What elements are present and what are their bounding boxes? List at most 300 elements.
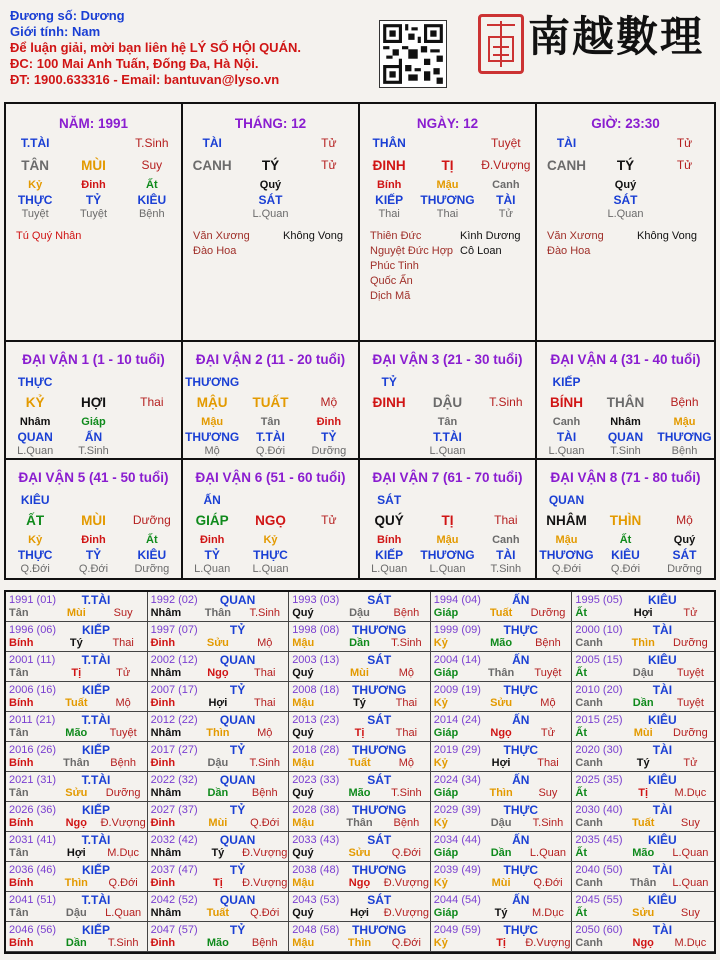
year-branch: Tý [494, 907, 508, 919]
year-stage: Tử [683, 757, 698, 769]
year-stem: Ất [575, 907, 587, 919]
year-branch: Dần [65, 937, 87, 949]
year-stage: Bệnh [251, 787, 278, 799]
year-cell[interactable] [572, 862, 714, 892]
dai-van-god-row [537, 375, 714, 389]
year-label: 1992 (02) [150, 594, 198, 606]
dai-van-title: ĐẠI VẬN 4 (31 - 40 tuổi) [550, 352, 701, 367]
dai-van-hidden-stem [300, 534, 358, 546]
dai-van-hidden-stem: Đinh [81, 534, 106, 546]
pillar-hidden-god [655, 193, 714, 207]
year-cell[interactable] [431, 592, 573, 622]
year-detail-row [572, 787, 714, 799]
year-cell[interactable] [431, 802, 573, 832]
year-stem: Bính [9, 877, 34, 889]
pillar-hidden-god: KIÊU [137, 193, 167, 207]
year-cell[interactable] [6, 682, 148, 712]
year-label: 1995 (05) [575, 594, 623, 606]
year-label: 2028 (38) [292, 804, 340, 816]
pillar-god: TÀI [556, 136, 577, 150]
year-cell[interactable] [6, 742, 148, 772]
year-branch: Thìn [489, 787, 513, 799]
dai-van-hidden-god: TỶ [85, 548, 102, 562]
year-stem: Giáp [433, 607, 459, 619]
year-stage: Suy [113, 607, 133, 619]
year-label: 2014 (24) [433, 714, 481, 726]
year-detail-row [572, 637, 714, 649]
year-cell[interactable] [431, 622, 573, 652]
year-stage: Q.Đới [391, 847, 421, 859]
year-detail-row [431, 757, 572, 769]
year-stem: Kỷ [433, 937, 448, 949]
dai-van-empty [64, 375, 122, 389]
year-cell[interactable] [289, 682, 431, 712]
year-cell[interactable] [431, 892, 573, 922]
dai-van-hidden-god [477, 430, 535, 444]
dai-van-branch: NGỌ [255, 513, 286, 528]
year-god: THƯƠNG [352, 803, 407, 817]
year-stage: Bệnh [393, 817, 420, 829]
year-stem: Ất [575, 727, 587, 739]
year-branch: Tuất [65, 697, 88, 709]
year-stage: M.Dục [532, 907, 564, 919]
year-label: 2035 (45) [575, 834, 623, 846]
year-cell[interactable] [148, 802, 290, 832]
year-branch: Dậu [65, 907, 87, 919]
dai-van-hidden-stem-row [360, 534, 535, 546]
dai-van-hidden-god: TÀI [496, 548, 516, 562]
year-cell[interactable] [148, 772, 290, 802]
year-cell[interactable] [6, 652, 148, 682]
dai-van-hidden-stem [477, 416, 535, 428]
year-god: T.TÀI [81, 593, 111, 607]
year-cell[interactable] [289, 892, 431, 922]
year-god: KIẾP [81, 863, 110, 877]
dai-van-hidden-stage [360, 445, 418, 457]
dai-van-empty [418, 493, 476, 507]
year-label: 2039 (49) [433, 864, 481, 876]
pillar-stars [193, 229, 250, 259]
year-cell[interactable] [431, 922, 573, 952]
year-detail-row [572, 937, 714, 949]
dai-van-hidden-god: THƯƠNG [185, 430, 240, 444]
year-label: 2018 (28) [292, 744, 340, 756]
year-stage: Bệnh [251, 937, 278, 949]
year-branch: Dậu [490, 817, 512, 829]
dai-van-hidden-god: SÁT [672, 548, 697, 562]
year-god: T.TÀI [81, 773, 111, 787]
year-detail-row [6, 937, 147, 949]
pillar-ganzhi: ĐINH [372, 158, 406, 173]
year-stem: Canh [575, 877, 603, 889]
year-label: 2047 (57) [150, 924, 198, 936]
year-cell[interactable] [148, 682, 290, 712]
dai-van-hidden-stem-row [537, 534, 714, 546]
year-label: 2022 (32) [150, 774, 198, 786]
year-detail-row [572, 667, 714, 679]
dai-van-hidden-stem: Mậu [673, 416, 696, 428]
year-cell[interactable] [289, 832, 431, 862]
year-god: SÁT [367, 833, 392, 847]
dai-van-row-1 [4, 342, 716, 460]
year-stem: Mậu [292, 757, 315, 769]
year-stem: Quý [292, 727, 314, 739]
year-stage: Q.Đới [391, 937, 421, 949]
dai-van-empty [477, 493, 535, 507]
dai-van-empty [655, 493, 714, 507]
year-cell[interactable] [572, 922, 714, 952]
year-stem: Kỷ [433, 637, 448, 649]
year-branch: Tuất [348, 757, 371, 769]
year-branch: Hợi [350, 907, 369, 919]
dai-van-ganzhi-row [183, 513, 358, 528]
year-stage: Q.Đới [533, 877, 563, 889]
year-label: 2031 (41) [9, 834, 57, 846]
year-cell[interactable] [6, 712, 148, 742]
dai-van-god: QUAN [548, 493, 585, 507]
dai-van-hidden-stem [360, 416, 418, 428]
year-branch: Mão [632, 847, 655, 859]
year-cell[interactable] [148, 832, 290, 862]
year-cell[interactable] [148, 712, 290, 742]
year-stem: Đinh [150, 817, 176, 829]
year-stem: Giáp [433, 847, 459, 859]
year-cell[interactable] [6, 772, 148, 802]
dai-van-stem: BÍNH [550, 395, 583, 410]
pillar-hidden-stem-row [537, 179, 714, 191]
pillar-hidden-god-row [537, 193, 714, 207]
year-cell[interactable] [572, 712, 714, 742]
dai-van-title: ĐẠI VẬN 6 (51 - 60 tuổi) [195, 470, 346, 485]
year-god: TỶ [229, 803, 246, 817]
year-cell[interactable] [289, 772, 431, 802]
dai-van-empty [241, 375, 299, 389]
year-cell[interactable] [572, 622, 714, 652]
dai-van-hidden-stem-row [183, 534, 358, 546]
year-god: KIẾP [81, 803, 110, 817]
dai-van-hidden-god: TỶ [204, 548, 220, 562]
year-stage: Bệnh [535, 637, 561, 649]
phone-email[interactable]: ĐT: 1900.633316 - Email: bantuvan@lyso.vn [10, 72, 280, 87]
pillar-hidden-stem: Bính [376, 179, 402, 191]
dai-van-hidden-stage: Q.Đới [78, 563, 109, 575]
year-stage: Tuyệt [676, 667, 704, 679]
year-label: 2021 (31) [9, 774, 57, 786]
pillar-stars [547, 229, 604, 259]
dai-van-branch: THÂN [606, 395, 645, 410]
year-cell[interactable] [431, 832, 573, 862]
year-stem: Quý [292, 607, 314, 619]
year-branch: Tý [211, 847, 225, 859]
dai-van-hidden-god-row [360, 430, 535, 444]
year-cell[interactable] [148, 892, 290, 922]
pillar-stage: Thai [436, 208, 459, 220]
year-cell[interactable] [289, 652, 431, 682]
year-cell[interactable] [572, 772, 714, 802]
year-branch: Tị [496, 937, 506, 949]
dai-van-stem: QUÝ [374, 513, 404, 528]
year-cell[interactable] [431, 742, 573, 772]
year-label: 2003 (13) [292, 654, 340, 666]
dai-van-cell [183, 342, 360, 458]
dai-van-hidden-stem: Nhâm [610, 416, 641, 428]
year-god: TÀI [652, 623, 673, 637]
year-god: ẤN [512, 833, 530, 847]
year-branch: Tị [71, 667, 82, 679]
year-branch: Tị [638, 787, 649, 799]
dai-van-hidden-god: TỶ [321, 430, 337, 444]
year-god: TỶ [229, 623, 246, 637]
dai-van-hidden-stem: Mậu [201, 416, 224, 428]
year-cell[interactable] [431, 772, 573, 802]
year-cell[interactable] [289, 922, 431, 952]
year-stem: Bính [9, 757, 34, 769]
dai-van-god: TỶ [381, 375, 397, 389]
year-stage: M.Dục [674, 937, 707, 949]
year-cell[interactable] [148, 922, 290, 952]
year-detail-row [572, 757, 714, 769]
year-detail-row [6, 637, 147, 649]
dai-van-cell [537, 342, 714, 458]
year-detail-row [6, 697, 147, 709]
year-cell[interactable] [6, 892, 148, 922]
pillar-hidden-god: THỰC [17, 193, 53, 207]
qr-code-icon[interactable] [379, 20, 447, 88]
pillar-title: NĂM: 1991 [58, 116, 129, 131]
dai-van-empty [64, 493, 122, 507]
dai-van-hidden-god-row [360, 548, 535, 562]
year-cell[interactable] [6, 802, 148, 832]
star-name: Kình Dương [460, 230, 521, 242]
pillar-god: Tử [676, 136, 693, 150]
dai-van-hidden-god: THỰC [253, 548, 288, 562]
year-cell[interactable] [289, 742, 431, 772]
year-cell[interactable] [148, 592, 290, 622]
year-branch: Tuất [489, 607, 513, 619]
year-label: 2040 (50) [575, 864, 623, 876]
year-label: 1991 (01) [9, 594, 57, 606]
year-stage: L.Quan [672, 847, 709, 859]
year-detail-row [289, 787, 430, 799]
year-god: KIẾP [81, 683, 110, 697]
year-detail-row [572, 697, 714, 709]
year-cell[interactable] [572, 892, 714, 922]
year-label: 2019 (29) [433, 744, 481, 756]
dai-van-empty [300, 493, 358, 507]
pillar-god [418, 136, 476, 150]
year-branch: Hợi [633, 607, 653, 619]
dai-van-branch: THÌN [609, 513, 642, 528]
year-stage: Thai [395, 697, 418, 709]
pillar-hidden-stem [300, 179, 358, 191]
address: ĐC: 100 Mai Anh Tuấn, Đống Đa, Hà Nội. [10, 56, 259, 71]
year-stage: Thai [537, 757, 559, 769]
pillar-ganzhi-row [537, 158, 714, 173]
year-cell[interactable] [572, 802, 714, 832]
pillar-hidden-god: KIẾP [375, 193, 404, 207]
year-stage: T.Sinh [391, 637, 422, 649]
year-stage: Mộ [398, 667, 414, 679]
year-detail-row [6, 607, 147, 619]
year-stem: Mậu [292, 637, 315, 649]
dai-van-ganzhi-row [360, 395, 535, 410]
year-cell[interactable] [431, 652, 573, 682]
year-cell[interactable] [572, 592, 714, 622]
dai-van-god-row [360, 375, 535, 389]
year-detail-row [289, 637, 430, 649]
dai-van-hidden-stem-row [360, 416, 535, 428]
dai-van-hidden-god-row [183, 430, 358, 444]
year-cell[interactable] [148, 742, 290, 772]
pillar-god-row [360, 136, 535, 150]
logo-calligraphy: 南越數理 [528, 12, 705, 61]
dai-van-hidden-stem-row [6, 534, 181, 546]
star-name: Không Vong [283, 230, 343, 242]
dai-van-god-row [360, 493, 535, 507]
year-stage: Thai [254, 697, 276, 709]
pillar-hidden-god: TỶ [85, 193, 102, 207]
year-detail-row [148, 877, 289, 889]
year-label: 2008 (18) [292, 684, 340, 696]
year-stem: Tân [9, 907, 29, 919]
year-god: TÀI [652, 923, 673, 937]
year-label: 2013 (23) [292, 714, 340, 726]
year-branch: Dần [490, 847, 512, 859]
pillar-ganzhi-row [360, 158, 535, 173]
year-detail-row [289, 667, 430, 679]
star-name: Quốc Ấn [370, 275, 413, 287]
year-cell[interactable] [148, 622, 290, 652]
year-stage: Đ.Vượng [383, 907, 429, 919]
year-cell[interactable] [289, 802, 431, 832]
dai-van-branch: DẬU [432, 395, 463, 410]
year-branch: Sửu [206, 637, 229, 649]
seal-stamp-icon [478, 14, 524, 74]
year-cell[interactable] [572, 832, 714, 862]
pillar-hidden-stem: Canh [492, 179, 520, 191]
year-stem: Nhâm [150, 907, 182, 919]
header-info [10, 8, 301, 88]
year-god: T.TÀI [81, 833, 111, 847]
year-branch: Dần [349, 637, 370, 649]
pillar-title: THÁNG: 12 [234, 116, 307, 131]
dai-van-hidden-stage: Dưỡng [667, 563, 702, 575]
year-label: 2036 (46) [9, 864, 57, 876]
year-stage: Tử [116, 667, 131, 679]
pillar-god: Tử [321, 136, 337, 150]
year-cell[interactable] [572, 652, 714, 682]
dai-van-title: ĐẠI VẬN 7 (61 - 70 tuổi) [372, 470, 523, 485]
dai-van-hidden-god: T.TÀI [256, 430, 285, 444]
year-stem: Bính [9, 937, 34, 949]
year-detail-row [289, 937, 430, 949]
dai-van-god-row [537, 493, 714, 507]
pillar-stage: Tử [498, 208, 513, 220]
dai-van-hidden-god: KIÊU [137, 548, 167, 562]
pillar-god: T.Sinh [135, 136, 169, 150]
year-cell[interactable] [289, 592, 431, 622]
year-detail-row [431, 907, 572, 919]
year-stem: Canh [575, 817, 603, 829]
year-stage: Suy [680, 907, 700, 919]
dai-van-ganzhi-row [537, 513, 714, 528]
year-stage: Bệnh [110, 757, 136, 769]
year-cell[interactable] [6, 622, 148, 652]
year-god: T.TÀI [81, 713, 111, 727]
dai-van-god-row [183, 375, 358, 389]
year-cell[interactable] [6, 832, 148, 862]
year-stage: Tử [540, 727, 555, 739]
dai-van-hidden-stage-row [537, 563, 714, 575]
year-branch: Thân [346, 817, 373, 829]
year-detail-row [431, 637, 572, 649]
year-cell[interactable] [572, 742, 714, 772]
year-stage: Q.Đới [250, 907, 280, 919]
year-cell[interactable] [289, 622, 431, 652]
year-god: THƯƠNG [352, 683, 407, 697]
year-stem: Nhâm [150, 667, 182, 679]
pillar-stage: Bệnh [138, 208, 165, 220]
dai-van-hidden-stage: L.Quan [548, 445, 585, 457]
year-branch: Thân [204, 607, 232, 619]
dai-van-hidden-stage: T.Sinh [490, 563, 522, 575]
year-stage: T.Sinh [532, 817, 564, 829]
year-label: 2042 (52) [150, 894, 198, 906]
year-branch: Ngọ [65, 817, 87, 829]
star-name: Phúc Tinh [370, 260, 419, 272]
year-god: KIÊU [648, 713, 677, 727]
year-cell[interactable] [431, 862, 573, 892]
year-stem: Bính [9, 817, 34, 829]
year-cell[interactable] [6, 862, 148, 892]
year-stem: Nhâm [150, 787, 182, 799]
dai-van-hidden-stage: T.Sinh [610, 445, 641, 457]
year-cell[interactable] [6, 592, 148, 622]
year-stem: Nhâm [150, 727, 182, 739]
year-cell[interactable] [6, 922, 148, 952]
year-cell[interactable] [289, 862, 431, 892]
year-detail-row [148, 787, 289, 799]
year-cell[interactable] [431, 682, 573, 712]
pillar-ganzhi: TÝ [261, 158, 280, 173]
year-label: 2006 (16) [9, 684, 57, 696]
year-detail-row [6, 907, 147, 919]
year-stage: Mộ [540, 697, 556, 709]
pillar-cell [360, 104, 537, 340]
pillar-hidden-stem: Quý [259, 179, 282, 191]
year-god: SÁT [367, 653, 392, 667]
year-cell[interactable] [148, 862, 290, 892]
year-cell[interactable] [289, 712, 431, 742]
year-detail-row [148, 727, 289, 739]
year-cell[interactable] [572, 682, 714, 712]
year-god: KIÊU [648, 653, 677, 667]
star-name: Văn Xương [547, 230, 604, 242]
year-god: TÀI [652, 683, 673, 697]
year-god: KIÊU [648, 773, 677, 787]
year-branch: Mùi [633, 727, 653, 739]
year-detail-row [148, 757, 289, 769]
year-cell[interactable] [431, 712, 573, 742]
year-branch: Ngọ [348, 877, 371, 889]
year-branch: Tị [354, 727, 365, 739]
year-cell[interactable] [148, 652, 290, 682]
year-label: 2032 (42) [150, 834, 198, 846]
year-stage: L.Quan [105, 907, 142, 919]
year-detail-row [6, 817, 147, 829]
year-branch: Mùi [208, 817, 228, 829]
dai-van-hidden-stage: Dưỡng [311, 445, 347, 457]
